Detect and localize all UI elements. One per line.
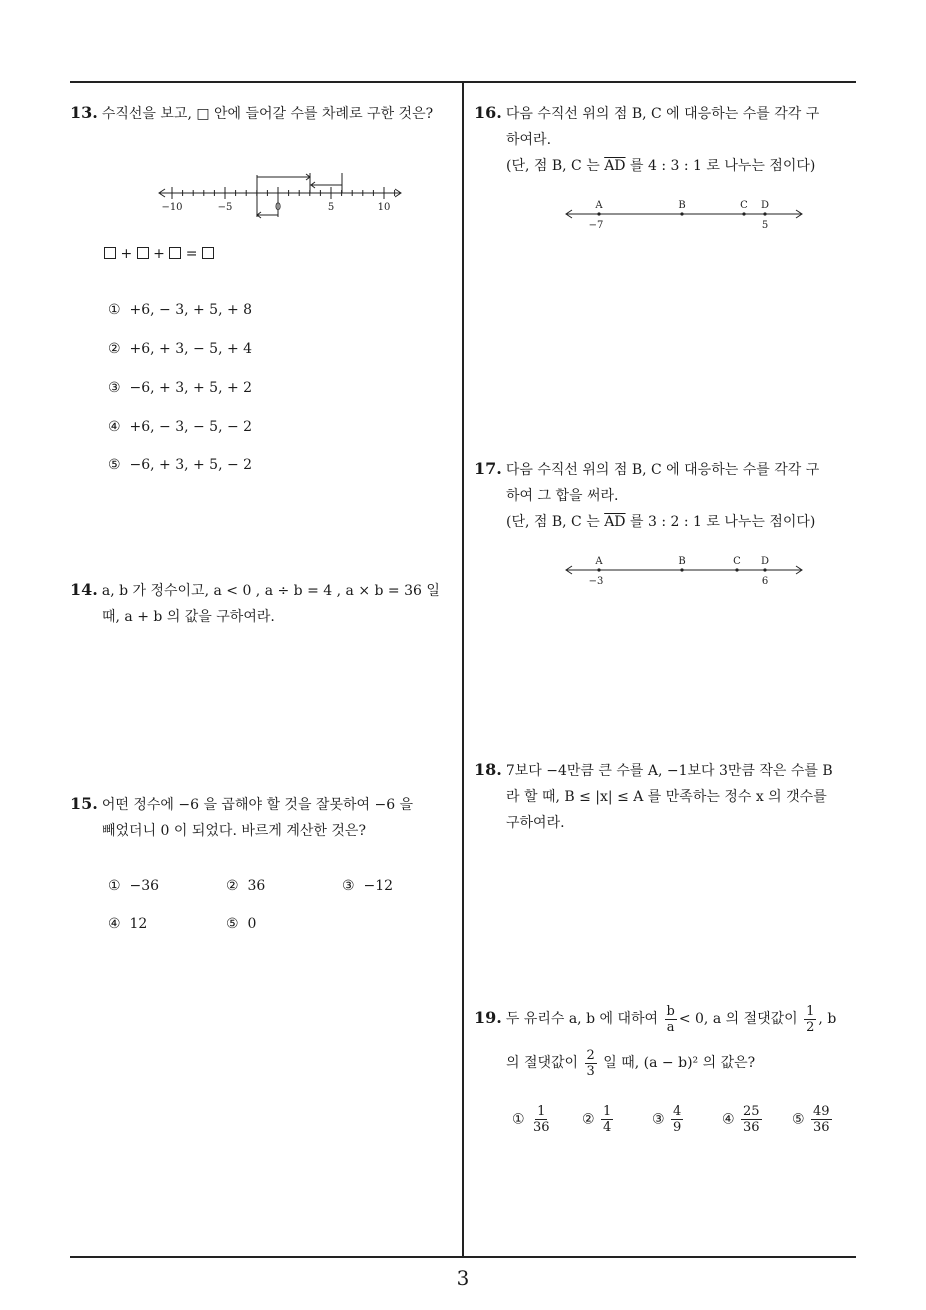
q16-number-line [562, 198, 807, 234]
q13-choice-4[interactable]: ④ +6, − 3, − 5, − 2 [108, 419, 253, 435]
question-13 [70, 100, 433, 127]
q15-choice-4[interactable]: ④ 12 [108, 916, 148, 932]
question-text: 하여라. [506, 132, 552, 148]
question-19 [474, 996, 836, 1085]
question-text: 일 때, (a − b)² 의 값은? [603, 1055, 756, 1071]
q19-choice-3[interactable]: ③ $\frac{4}{9}$ [652, 1104, 682, 1135]
tick-label: 10 [377, 202, 391, 213]
q13-number-line [155, 165, 405, 225]
point-label: C [733, 556, 741, 567]
question-18 [474, 757, 833, 836]
point-value: 5 [761, 220, 769, 231]
point-value: −3 [588, 576, 604, 587]
question-text: a, b 가 정수이고, a < 0 , a ÷ b = 4 , a × b = 36 일 [101, 583, 440, 599]
question-number: 13. [70, 103, 98, 122]
question-text: 때, a + b 의 값을 구하여라. [102, 609, 275, 625]
point-label: A [595, 200, 603, 211]
point-label: B [678, 200, 686, 211]
q17-number-line [562, 554, 807, 590]
point-value: −7 [588, 220, 604, 231]
question-condition: (단, 점 B, C 는 $\overline{AD}$ 를 4 : 3 : 1 로 나누는 점이다) [506, 158, 816, 174]
point-label: B [678, 556, 686, 567]
question-number: 15. [70, 794, 98, 813]
q13-choice-5[interactable]: ⑤ −6, + 3, + 5, − 2 [108, 457, 253, 473]
q13-choice-1[interactable]: ① +6, − 3, + 5, + 8 [108, 302, 253, 318]
question-text: , b [818, 1011, 837, 1027]
bottom-rule [70, 1256, 856, 1258]
tick-label: 5 [327, 202, 335, 213]
tick-label: −10 [161, 202, 183, 213]
question-text: 빼었더니 0 이 되었다. 바르게 계산한 것은? [102, 823, 366, 839]
fraction: $\frac{2}{3}$ [586, 1047, 595, 1079]
point-label: D [760, 200, 770, 211]
q15-choice-2[interactable]: ② 36 [226, 878, 266, 894]
q19-choice-4[interactable]: ④ $\frac{25}{36}$ [722, 1104, 760, 1135]
question-text: 하여 그 합을 써라. [506, 488, 619, 504]
q13-choice-3[interactable]: ③ −6, + 3, + 5, + 2 [108, 380, 253, 396]
question-text: 다음 수직선 위의 점 B, C 에 대응하는 수를 각각 구 [505, 106, 820, 122]
q13-choice-2[interactable]: ② +6, + 3, − 5, + 4 [108, 341, 253, 357]
tick-label: 0 [274, 202, 282, 213]
question-number: 18. [474, 760, 502, 779]
q19-choice-5[interactable]: ⑤ $\frac{49}{36}$ [792, 1104, 830, 1135]
question-16 [474, 100, 819, 179]
question-text: 어떤 정수에 −6 을 곱해야 할 것을 잘못하여 −6 을 [101, 797, 414, 813]
question-condition: (단, 점 B, C 는 $\overline{AD}$ 를 3 : 2 : 1 로 나누는 점이다) [506, 514, 816, 530]
question-text: 구하여라. [506, 815, 565, 831]
question-text: 의 절댓값이 [506, 1055, 579, 1071]
q19-choice-1[interactable]: ① $\frac{1}{36}$ [512, 1104, 550, 1135]
question-text: < 0, a 의 절댓값이 [678, 1011, 798, 1027]
q13-expression: + + = [104, 246, 214, 262]
point-label: A [595, 556, 603, 567]
point-label: C [740, 200, 748, 211]
q15-choice-3[interactable]: ③ −12 [342, 878, 394, 894]
question-14 [70, 577, 440, 630]
question-15 [70, 791, 413, 844]
q19-choice-2[interactable]: ② $\frac{1}{4}$ [582, 1104, 612, 1135]
question-number: 14. [70, 580, 98, 599]
question-number: 16. [474, 103, 502, 122]
question-text: 7보다 −4만큼 큰 수를 A, −1보다 3만큼 작은 수를 B [505, 763, 833, 779]
question-text: 수직선을 보고, □ 안에 들어갈 수를 차례로 구한 것은? [101, 106, 434, 122]
q15-choice-5[interactable]: ⑤ 0 [226, 916, 257, 932]
question-number: 19. [474, 1008, 502, 1027]
point-value: 6 [761, 576, 769, 587]
fraction: $\frac{b}{a}$ [666, 1003, 675, 1035]
tick-label: −5 [217, 202, 233, 213]
column-divider [462, 82, 464, 1258]
question-text: 라 할 때, B ≤ |x| ≤ A 를 만족하는 정수 x 의 갯수를 [506, 789, 827, 805]
point-label: D [760, 556, 770, 567]
question-number: 17. [474, 459, 502, 478]
question-text: 다음 수직선 위의 점 B, C 에 대응하는 수를 각각 구 [505, 462, 820, 478]
page-number: 3 [456, 1266, 470, 1290]
fraction: $\frac{1}{2}$ [806, 1003, 815, 1035]
question-17 [474, 456, 819, 535]
q15-choice-1[interactable]: ① −36 [108, 878, 160, 894]
question-text: 두 유리수 a, b 에 대하여 [505, 1011, 659, 1027]
